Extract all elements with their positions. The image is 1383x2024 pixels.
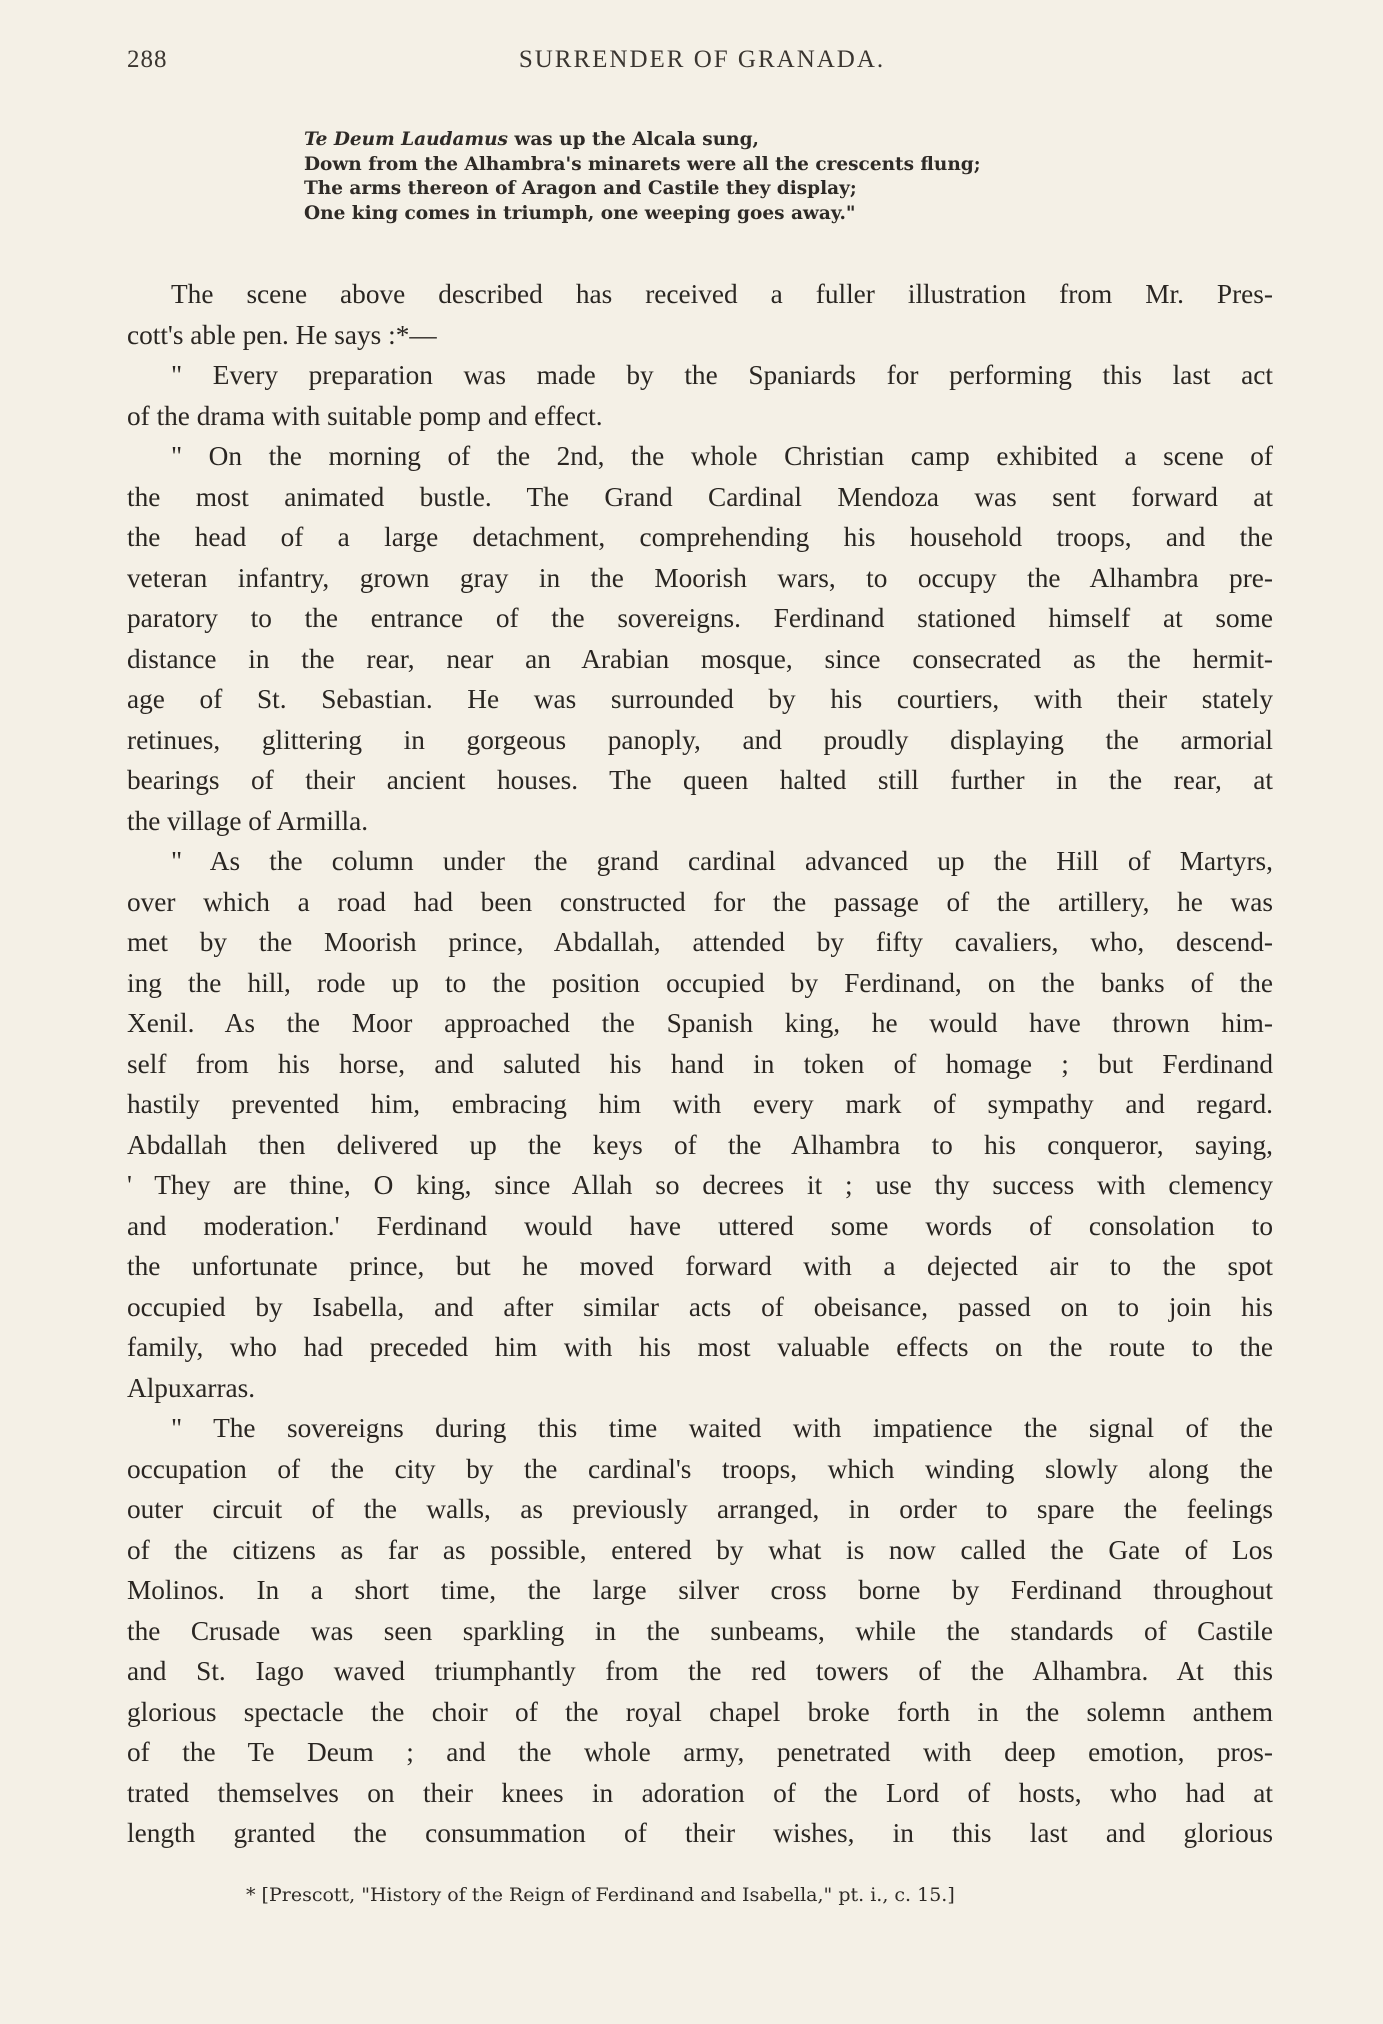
verse-line: Down from the Alhambra's minarets were all the crescents flung; [304,153,981,175]
text-line: distance in the rear, near an Arabian mosque, since consecrated as the hermit- [127,643,1273,674]
text-line: cott's able pen. He says :*— [127,319,437,350]
text-line: of the Te Deum ; and the whole army, penetrated with deep emotion, pros- [127,1737,1273,1767]
text-line: occupied by Isabella, and after similar acts of obeisance, passed on to join his [127,1291,1273,1322]
text-line: the head of a large detachment, comprehending his household troops, and the [127,522,1273,552]
verse-line: The arms thereon of Aragon and Castile they display; [304,178,857,199]
text-line: over which a road had been constructed for the passage of the artillery, he was [127,886,1273,917]
text-line: veteran infantry, grown gray in the Moorish wars, to occupy the Alhambra pre- [127,562,1273,593]
text-line: Molinos. In a short time, the large silver cross borne by Ferdinand throughout [127,1575,1273,1605]
text-line: the most animated bustle. The Grand Cardinal Mendoza was sent forward at [127,481,1273,512]
text-line: ' They are thine, O king, since Allah so decrees it ; use thy success with clemency [127,1170,1273,1200]
text-line: and St. Iago waved triumphantly from the red towers of the Alhambra. At this [127,1656,1273,1686]
text-line: of the citizens as far as possible, entered by what is now called the Gate of Los [127,1534,1273,1565]
text-line: retinues, glittering in gorgeous panoply, and proudly displaying the armorial [127,724,1273,755]
running-title: SURRENDER OF GRANADA. [518,46,886,73]
verse-line: One king comes in triumph, one weeping goes away." [304,202,856,224]
verse-line [304,128,1204,153]
footnote: * [Prescott, "History of the Reign of Ferdinand and Isabella," pt. i., c. 15.] [246,1884,955,1906]
text-line: self from his horse, and saluted his hand in token of homage ; but Ferdinand [127,1048,1273,1079]
text-line: family, who had preceded him with his most valuable effects on the route to the [127,1332,1273,1362]
text-line: and moderation.' Ferdinand would have uttered some words of consolation to [127,1210,1273,1241]
text-line: hastily prevented him, embracing him with every mark of sympathy and regard. [127,1089,1273,1119]
text-line: the Crusade was seen sparkling in the sunbeams, while the standards of Castile [127,1615,1273,1646]
text-line: outer circuit of the walls, as previously arranged, in order to spare the feelings [127,1494,1273,1524]
text-line: Xenil. As the Moor approached the Spanish king, he would have thrown him- [127,1008,1273,1038]
text-line: The scene above described has received a fuller illustration from Mr. Pres- [171,279,1273,309]
verse-line-rest: was up the Alcala sung, [507,129,759,150]
page-number: 288 [127,46,168,73]
text-line: Abdallah then delivered up the keys of the Alhambra to his conqueror, saying, [127,1129,1273,1160]
text-line: paratory to the entrance of the sovereigns. Ferdinand stationed himself at some [127,603,1273,633]
text-line: " On the morning of the 2nd, the whole Christian camp exhibited a scene of [171,441,1273,471]
text-line: " As the column under the grand cardinal advanced up the Hill of Martyrs, [171,846,1273,876]
text-line: " The sovereigns during this time waited with impatience the signal of the [171,1413,1273,1443]
text-line: length granted the consummation of their wishes, in this last and glorious [127,1818,1273,1848]
text-line: occupation of the city by the cardinal's troops, which winding slowly along the [127,1453,1273,1484]
text-line: ing the hill, rode up to the position occupied by Ferdinand, on the banks of the [127,967,1273,998]
text-line: age of St. Sebastian. He was surrounded by his courtiers, with their stately [127,684,1273,714]
text-line: the unfortunate prince, but he moved forward with a dejected air to the spot [127,1251,1273,1281]
verse-italic-phrase: Te Deum Laudamus [304,129,508,150]
page-header [127,46,1277,86]
text-line: bearings of their ancient houses. The queen halted still further in the rear, at [127,765,1273,795]
text-line: Alpuxarras. [127,1372,256,1403]
text-line: " Every preparation was made by the Spaniards for performing this last act [171,360,1273,390]
text-line: the village of Armilla. [127,805,369,836]
body-text [127,274,1273,1854]
text-line: glorious spectacle the choir of the royal chapel broke forth in the solemn anthem [127,1696,1273,1727]
text-line: trated themselves on their knees in adoration of the Lord of hosts, who had at [127,1777,1273,1808]
text-line: met by the Moorish prince, Abdallah, attended by fifty cavaliers, who, descend- [127,927,1273,957]
text-line: of the drama with suitable pomp and effect. [127,400,603,431]
verse-quotation [304,128,1204,226]
